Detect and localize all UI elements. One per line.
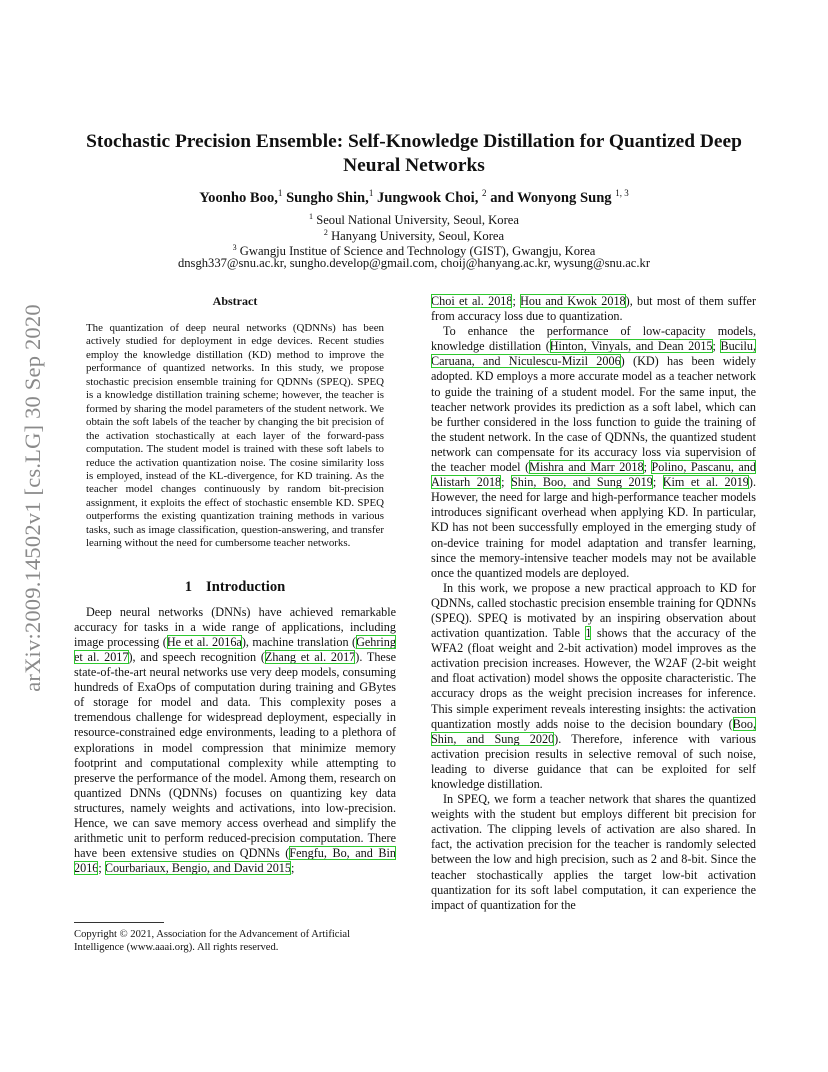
author-sup: 1 xyxy=(368,188,374,198)
title-line-1: Stochastic Precision Ensemble: Self-Knowledge Distillation for Quantized Deep xyxy=(86,131,742,152)
paragraph-text: ; xyxy=(98,861,105,876)
paragraph-text: In this work, we propose a new practical approach to KD for QDNNs, called stochastic precision ensemble training for QDNNs (SPEQ). SPEQ is motivated by an inspiring observation about activation quantization. Table xyxy=(431,580,756,641)
paragraph-text: ; xyxy=(512,294,521,308)
affiliation-sup: 3 xyxy=(232,243,237,252)
section-title: Introduction xyxy=(206,578,286,595)
author-sup: 1 xyxy=(277,188,283,198)
right-paragraph-speq xyxy=(431,581,756,792)
citation-link[interactable]: Choi et al. 2018 xyxy=(431,294,513,308)
copyright-footnote: Copyright © 2021, Association for the Advancement of Artificial Intelligence (www.aaai.org). All rights reserved. xyxy=(74,929,351,953)
affiliation-sup: 2 xyxy=(323,228,328,237)
left-column xyxy=(74,294,396,876)
citation-link[interactable]: Mishra and Marr 2018 xyxy=(529,460,644,475)
citation-link[interactable]: Fengfu, Bo, and Bin 2016 xyxy=(74,846,396,876)
citation-link[interactable]: Boo, Shin, and Sung 2020 xyxy=(431,716,756,746)
arxiv-stamp xyxy=(10,288,56,708)
paragraph-text: ; xyxy=(652,475,663,490)
affiliation-text: Hanyang University, Seoul, Korea xyxy=(331,229,505,244)
paragraph-text: ) (KD) has been widely adopted. KD employs a more accurate model as a teacher network to guide the training of a student model. For the same input, the teacher network provides its prediction as a soft label, which can be further considered in the loss function to guide the training of the student network. In the case of QDNNs, the quantized student network can compensate for its accuracy loss via supervision of the teacher model ( xyxy=(431,354,756,475)
paragraph-text: ), and speech recognition ( xyxy=(128,649,265,664)
paper-title xyxy=(74,130,754,178)
right-paragraph-continued xyxy=(431,294,756,324)
paragraph-text: ; xyxy=(290,861,295,876)
citation-link[interactable]: Courbariaux, Bengio, and David 2015 xyxy=(104,861,291,876)
paragraph-text: ; xyxy=(643,460,652,475)
paragraph-text: Deep neural networks (DNNs) have achieved remarkable accuracy for tasks in a wide range of applications, including image processing ( xyxy=(74,604,396,649)
citation-link[interactable]: Bucilu, Caruana, and Niculescu-Mizil 2006 xyxy=(431,339,756,369)
paragraph-text: ), but most of them suffer from accuracy loss due to quantization. xyxy=(431,294,757,324)
abstract-text: The quantization of deep neural networks (QDNNs) has been actively studied for deployment in edge devices. Recent studies employ the knowledge distillation (KD) method to improve the performance of quantized networks. In this study, we propose stochastic precision ensemble training for QDNNs (SPEQ). SPEQ is a knowledge distillation training scheme; however, the teacher is formed by sharing the model parameters of the student network. We obtain the soft labels of the teacher by changing the bit precision of the activation stochastically at each layer of the forward-pass computation. The student model is trained with these soft labels to reduce the activation quantization noise. The cosine similarity loss is employed, instead of the KL-divergence, for KD training. As the teacher model changes continuously by random bit-precision assignment, it exploits the effect of stochastic ensemble KD. SPEQ outperforms the existing quantization training methods in various tasks, such as image classification, question-answering, and transfer learning without the need for cumbersome teacher networks. xyxy=(86,322,384,550)
citation-link[interactable]: Polino, Pascanu, and Alistarh 2018 xyxy=(431,460,756,490)
citation-link[interactable]: Hinton, Vinyals, and Dean 2015 xyxy=(549,339,713,354)
arxiv-stamp-text: arXiv:2009.14502v1 [cs.LG] 30 Sep 2020 xyxy=(20,304,45,692)
citation-link[interactable]: Gehring et al. 2017 xyxy=(74,634,396,664)
author-list xyxy=(74,188,754,207)
affiliation-text: Seoul National University, Seoul, Korea xyxy=(316,213,519,228)
paragraph-text: ). These state-of-the-art neural networks use very deep models, consuming hundreds of ExaOps of computation during training and GBytes of storage for model and data. This complexity poses a tremendous challenge for widespread deployment, especially in resource-constrained edge environments, leading to a plethora of explorations in model compression that minimize memory footprint and computational complexity while attempting to preserve the performance of the model. Among them, research on quantized DNNs (QDNNs) focuses on quantizing key data structures, namely weights and activations, into low-precision. Hence, we can save memory access overhead and simplify the arithmetic unit to perform reduced-precision computation. There have been extensive studies on QDNNs ( xyxy=(74,649,396,861)
intro-paragraph-1 xyxy=(74,605,396,877)
right-paragraph-teacher xyxy=(431,792,756,913)
citation-link[interactable]: 1 xyxy=(585,626,592,641)
paragraph-text: ; xyxy=(501,475,512,490)
author: Jungwook Choi, xyxy=(376,189,479,206)
title-line-2: Neural Networks xyxy=(343,155,485,176)
paragraph-text: ). However, the need for large and high-performance teacher models introduces significant overhead when applying KD. In particular, KD has not been successfully employed in the emerging study of on-device training for model adaptation and transfer learning, since the memory-intensive teacher models may not be available once the quantized models are deployed. xyxy=(431,475,757,580)
paragraph-text: To enhance the performance of low-capacity models, knowledge distillation ( xyxy=(431,324,756,354)
section-number: 1 xyxy=(184,578,193,595)
author: and Wonyong Sung xyxy=(490,189,612,206)
abstract-heading: Abstract xyxy=(212,294,258,308)
paragraph-text: ), machine translation ( xyxy=(241,634,357,649)
author: Sungho Shin, xyxy=(286,189,369,206)
paragraph-text: ; xyxy=(712,339,721,354)
right-paragraph-kd xyxy=(431,324,756,581)
author: Yoonho Boo, xyxy=(199,189,278,206)
affiliation-text: Gwangju Institue of Science and Technology (GIST), Gwangju, Korea xyxy=(239,244,596,259)
citation-link[interactable]: Shin, Boo, and Sung 2019 xyxy=(511,475,653,490)
paragraph-text: In SPEQ, we form a teacher network that shares the quantized weights with the student but employs different bit precision for activation. The clipping levels of activation are also shared. In fact, the activation precision for the teacher is randomly selected between the low and high precision, such as 2 and 8-bit. Since the teacher stochastically applies the target low-bit activation quantization for its soft label computation, it can experience the impact of quantization for the xyxy=(431,792,756,912)
footnote-rule xyxy=(74,922,164,923)
section-heading-introduction xyxy=(74,579,396,596)
author-sup: 2 xyxy=(482,188,487,198)
citation-link[interactable]: Hou and Kwok 2018 xyxy=(520,294,626,308)
affiliation-sup: 1 xyxy=(309,212,314,221)
right-column xyxy=(431,294,756,913)
paragraph-text: ). Therefore, inference with various activation precision results in selective removal of such noise, leading to diverse guidance that can be exploited for self knowledge distillation. xyxy=(431,731,756,791)
author-sup: 1, 3 xyxy=(615,188,629,198)
citation-link[interactable]: He et al. 2016a xyxy=(166,634,242,649)
paragraph-text: shows that the accuracy of the WFA2 (float weight and 2-bit activation) model improves as the activation precision increases. However, the W2AF (2-bit weight and float activation) model shows the opposite characteristic. The accuracy drops as the weight precision increases for inference. This simple experiment reveals interesting insights: the activation quantization mostly adds noise to the decision boundary ( xyxy=(431,626,756,731)
citation-link[interactable]: Zhang et al. 2017 xyxy=(264,649,356,664)
author-emails: dnsgh337@snu.ac.kr, sungho.develop@gmail.com, choij@hanyang.ac.kr, wysung@snu.ac.kr xyxy=(177,256,651,270)
citation-link[interactable]: Kim et al. 2019 xyxy=(662,475,749,490)
